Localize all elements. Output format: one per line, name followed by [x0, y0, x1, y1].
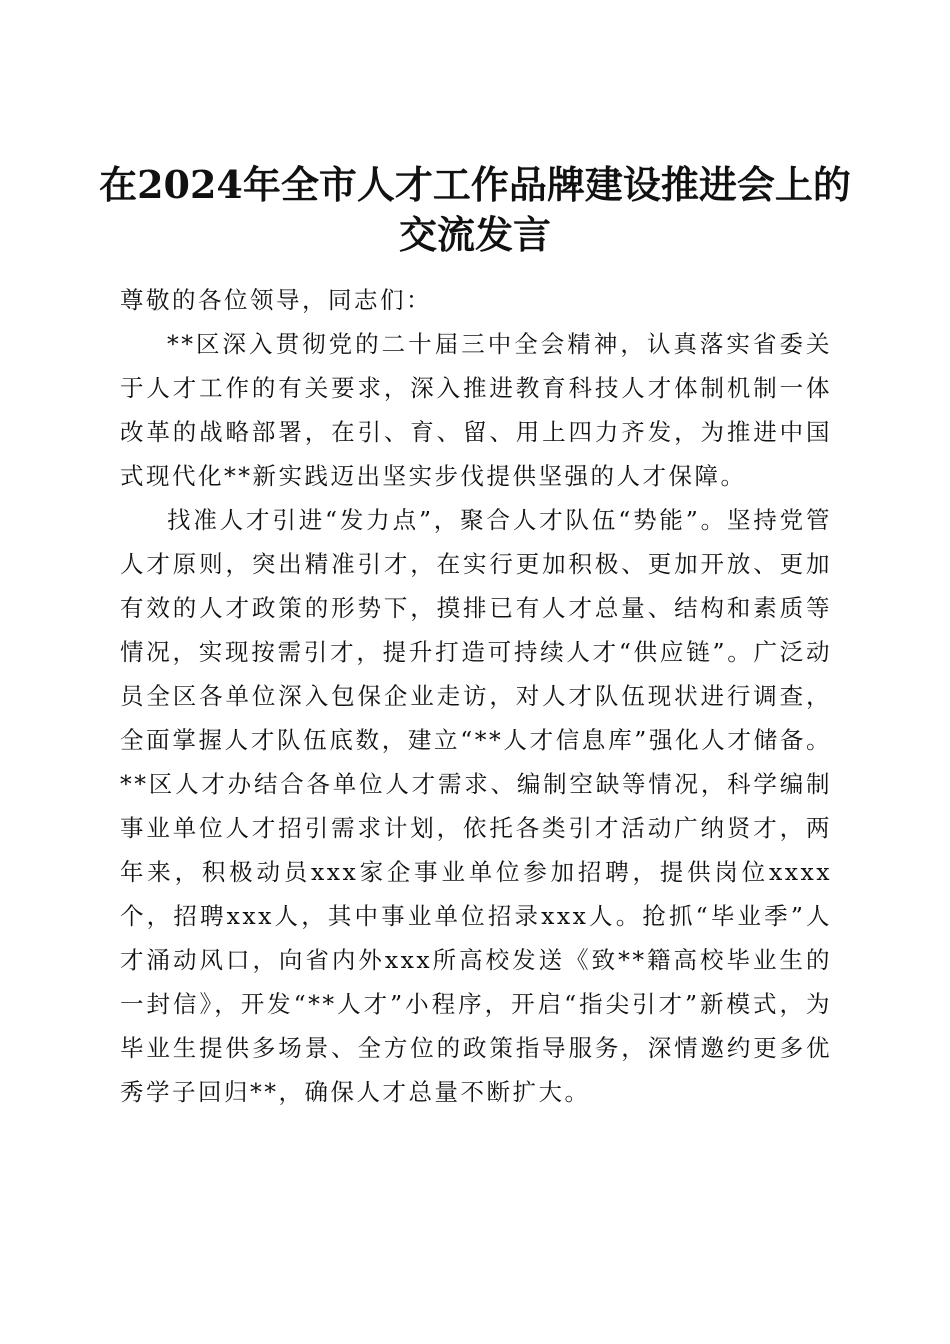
title-line-2: 交流发言	[398, 212, 551, 258]
salutation: 尊敬的各位领导，同志们：	[120, 286, 432, 314]
paragraph: **区深入贯彻党的二十届三中全会精神，认真落实省委关于人才工作的有关要求，深入推进教育科技人才体制机制一体改革的战略部署，在引、育、留、用上四力齐发，为推进中国式现代化**新实践迈出坚实步伐提供坚强的人才保障。	[120, 330, 832, 490]
paragraph: 找准人才引进“发力点”，聚合人才队伍“势能”。坚持党管人才原则，突出精准引才，在实行更加积极、更加开放、更加有效的人才政策的形势下，摸排已有人才总量、结构和素质等情况，实现按需引才，提升打造可持续人才“供应链”。广泛动员全区各单位深入包保企业走访，对人才队伍现状进行调查，全面掌握人才队伍底数，建立“**人才信息库”强化人才储备。**区人才办结合各单位人才需求、编制空缺等情况，科学编制事业单位人才招引需求计划，依托各类引才活动广纳贤才，两年来，积极动员xxx家企事业单位参加招聘，提供岗位xxxx个，招聘xxx人，其中事业单位招录xxx人。抢抓“毕业季”人才涌动风口，向省内外xxx所高校发送《致**籍高校毕业生的一封信》，开发“**人才”小程序，开启“指尖引才”新模式，为毕业生提供多场景、全方位的政策指导服务，深情邀约更多优秀学子回归**，确保人才总量不断扩大。	[120, 506, 832, 1106]
document-title	[80, 160, 870, 260]
title-line-1: 在2024年全市人才工作品牌建设推进会上的	[99, 162, 851, 208]
document-body	[120, 278, 832, 1114]
